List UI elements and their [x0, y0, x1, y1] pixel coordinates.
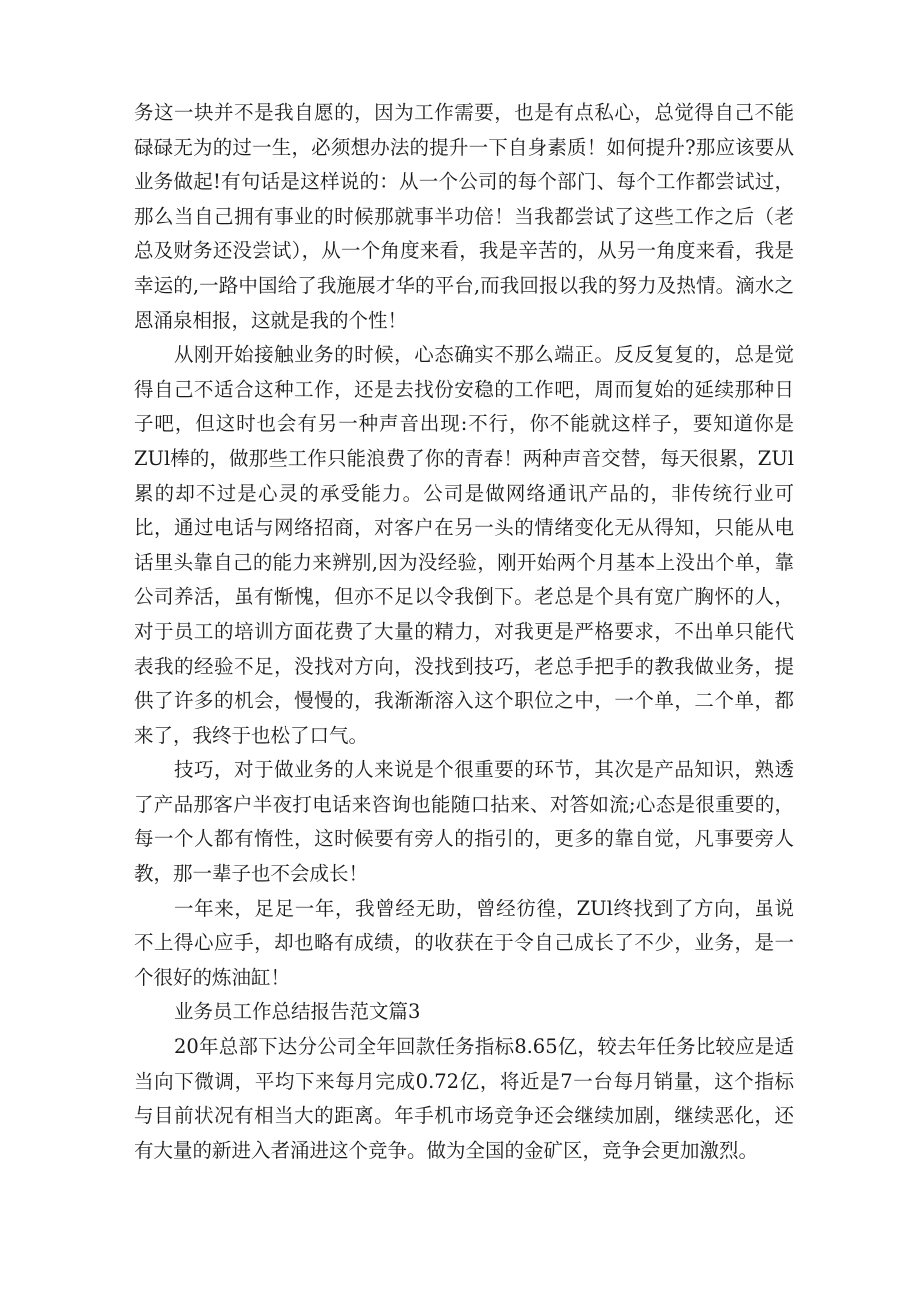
- paragraph-4: 一年来，足足一年，我曾经无助，曾经彷徨，ZUl终找到了方向，虽说不上得心应手，却也略有成绩，的收获在于令自己成长了不少，业务，是一个很好的炼油缸！: [134, 896, 794, 989]
- paragraph-2: 从刚开始接触业务的时候，心态确实不那么端正。反反复复的，总是觉得自己不适合这种工作，还是去找份安稳的工作吧，周而复始的延续那种日子吧，但这时也会有另一种声音出现:不行，你不能就这样子，要知道你是ZUl棒的，做那些工作只能浪费了你的青春！两种声音交替，每天很累，ZUl累的却不过是心灵的承受能力。公司是做网络通讯产品的，非传统行业可比，通过电话与网络招商，对客户在另一头的情绪变化无从得知，只能从电话里头靠自己的能力来辨别,因为没经验，刚开始两个月基本上没出个单，靠公司养活，虽有惭愧，但亦不足以令我倒下。老总是个具有宽广胸怀的人，对于员工的培训方面花费了大量的精力，对我更是严格要求，不出单只能代表我的经验不足，没找对方向，没找到技巧，老总手把手的教我做业务，提供了许多的机会，慢慢的，我渐渐溶入这个职位之中，一个单，二个单，都来了，我终于也松了口气。: [134, 343, 794, 747]
- paragraph-3: 技巧，对于做业务的人来说是个很重要的环节，其次是产品知识，熟透了产品那客户半夜打电话来咨询也能随口拈来、对答如流;心态是很重要的，每一个人都有惰性，这时候要有旁人的指引的，更多的靠自觉，凡事要旁人教，那一辈子也不会成长！: [134, 758, 794, 886]
- paragraph-1: 务这一块并不是我自愿的，因为工作需要，也是有点私心，总觉得自己不能碌碌无为的过一生，必须想办法的提升一下自身素质！如何提升?那应该要从业务做起!有句话是这样说的：从一个公司的每个部门、每个工作都尝试过，那么当自己拥有事业的时候那就事半功倍！当我都尝试了这些工作之后（老总及财务还没尝试），从一个角度来看，我是辛苦的，从另一角度来看，我是幸运的,一路中国给了我施展才华的平台,而我回报以我的努力及热情。滴水之恩涌泉相报，这就是我的个性！: [134, 101, 794, 332]
- section-heading: 业务员工作总结报告范文篇3: [174, 1000, 421, 1024]
- document-body: [134, 96, 794, 1168]
- paragraph-5: 20年总部下达分公司全年回款任务指标8.65亿，较去年任务比较应是适当向下微调，平均下来每月完成0.72亿，将近是7一台每月销量，这个指标与目前状况有相当大的距离。年手机市场竞争还会继续加剧，继续恶化，还有大量的新进入者涌进这个竞争。做为全国的金矿区，竞争会更加激烈。: [134, 1035, 794, 1162]
